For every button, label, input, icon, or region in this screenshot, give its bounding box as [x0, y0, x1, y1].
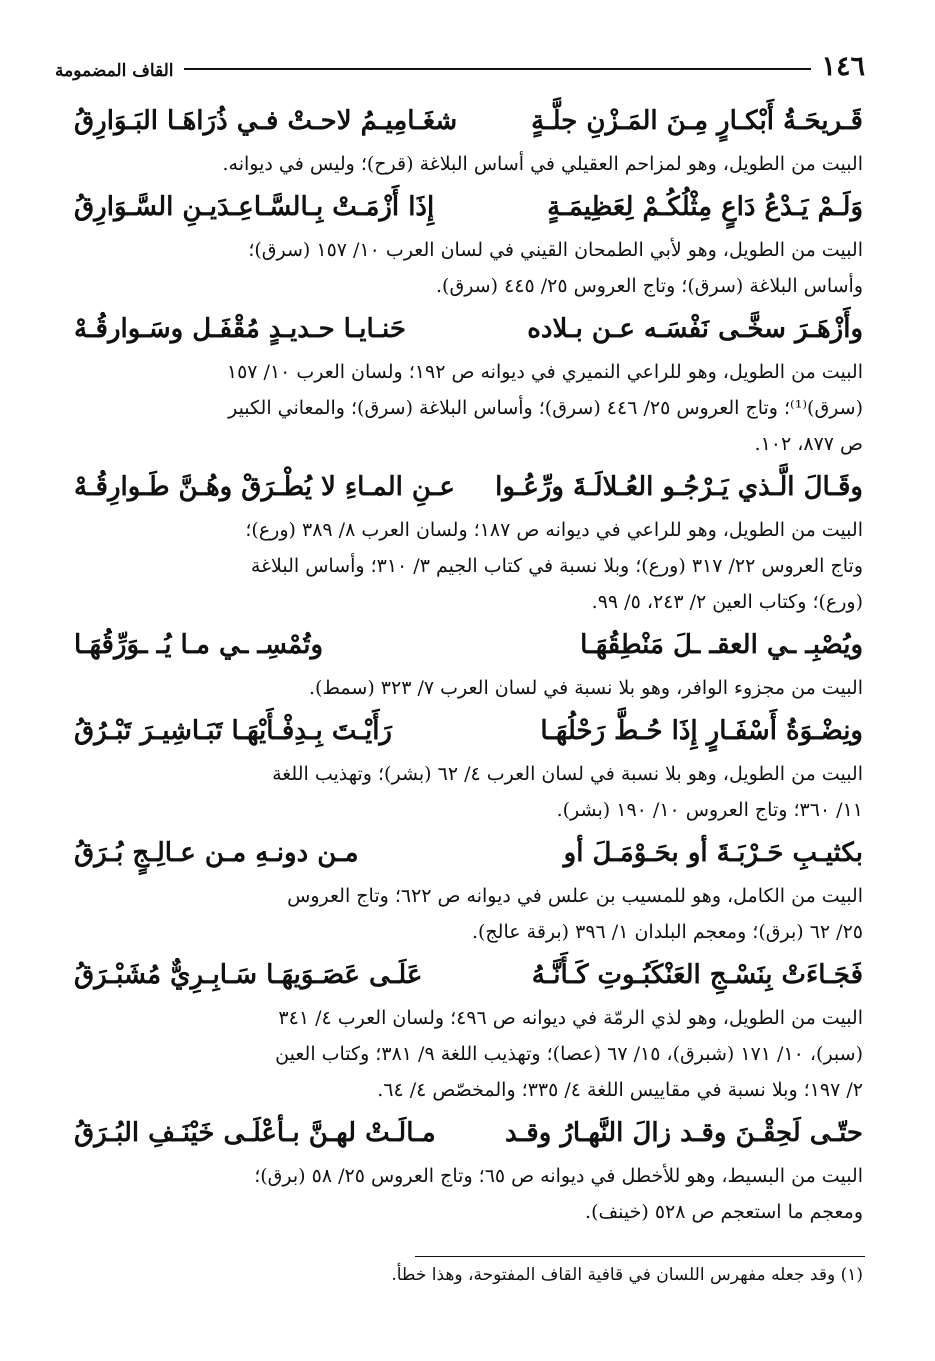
footnote-separator — [415, 1256, 865, 1257]
verse-commentary — [74, 878, 863, 950]
commentary-line: ص ٨٧٧، ١٠٢. — [754, 433, 863, 455]
footnote: (١) وقد جعله مفهرس اللسان في قافية القاف المفتوحة، وهذا خطأ. — [391, 1265, 863, 1285]
verse-first-hemistich: ونِضْـوَةُ أَسْفَـارٍ إِذَا حُـطَّ رَحْلُهَـا — [540, 716, 863, 746]
verse-second-hemistich: رَأَيْـتَ بِـدِفْـأَيْهَـا تَبَـاشِيـرَ تَبْـرُقُ — [74, 716, 392, 746]
commentary-line: ٢/ ١٩٧؛ وبلا نسبة في مقاييس اللغة ٤/ ٣٣٥؛ والمخصّص ٤/ ٦٤. — [377, 1079, 863, 1101]
poetry-entry — [74, 1108, 863, 1230]
commentary-line: البيت من الطويل، وهو بلا نسبة في لسان العرب ٤/ ٦٢ (بشر)؛ وتهذيب اللغة — [272, 763, 863, 785]
verse-first-hemistich: فَجَـاءَتْ بِنَسْـجِ العَنْكَبُـوتِ كَـأَنَّـهُ — [531, 960, 863, 990]
verse-first-hemistich: قَـريحَـةُ أَبْكـارٍ مِـنَ المَـزْنِ جلَّـةٍ — [531, 106, 863, 136]
verse-line — [74, 828, 863, 878]
verse-commentary — [74, 756, 863, 828]
commentary-line: البيت من الطويل، وهو للراعي في ديوانه ص ١٨٧؛ ولسان العرب ٨/ ٣٨٩ (ورع)؛ — [245, 519, 863, 541]
verse-line — [74, 950, 863, 1000]
verse-commentary — [74, 232, 863, 304]
verse-line — [74, 706, 863, 756]
poetry-entry — [74, 304, 863, 462]
verse-commentary — [74, 670, 863, 706]
verse-line — [74, 462, 863, 512]
commentary-line: وتاج العروس ٢٢/ ٣١٧ (ورع)؛ وبلا نسبة في كتاب الجيم ٣/ ٣١٠؛ وأساس البلاغة — [250, 555, 863, 577]
commentary-line: (سبر)، ١٠/ ١٧١ (شبرق)، ١٥/ ٦٧ (عصا)؛ وتهذيب اللغة ٩/ ٣٨١؛ وكتاب العين — [275, 1043, 863, 1065]
commentary-line: البيت من الطويل، وهو لأبي الطمحان القيني في لسان العرب ١٠/ ١٥٧ (سرق)؛ — [248, 239, 863, 261]
page-body — [74, 96, 863, 1230]
verse-second-hemistich: حَنـايـا حـديـدٍ مُقْفَـل وسَـوارقُـهْ — [74, 314, 406, 344]
commentary-line: البيت من الكامل، وهو للمسيب بن علس في ديوانه ص ٦٢٢؛ وتاج العروس — [287, 885, 863, 907]
verse-commentary — [74, 354, 863, 462]
commentary-line: (سرق)⁽¹⁾؛ وتاج العروس ٢٥/ ٤٤٦ (سرق)؛ وأساس البلاغة (سرق)؛ والمعاني الكبير — [228, 397, 863, 419]
commentary-line: البيت من مجزوء الوافر، وهو بلا نسبة في لسان العرب ٧/ ٣٢٣ (سمط). — [308, 677, 863, 699]
verse-second-hemistich: عـنِ المـاءِ لا يُطْـرَقْ وهُـنَّ طَـوارِقُـهْ — [74, 472, 455, 502]
verse-line — [74, 1108, 863, 1158]
commentary-line: البيت من الطويل، وهو للراعي النميري في ديوانه ص ١٩٢؛ ولسان العرب ١٠/ ١٥٧ — [226, 361, 863, 383]
header-rule — [184, 68, 812, 70]
poetry-entry — [74, 620, 863, 706]
commentary-line: البيت من الطويل، وهو لذي الرمّة في ديوانه ص ٤٩٦؛ ولسان العرب ٤/ ٣٤١ — [278, 1007, 863, 1029]
verse-commentary — [74, 1158, 863, 1230]
poetry-entry — [74, 96, 863, 182]
verse-second-hemistich: وتُمْسِـ ـي مـا يُـ ـوَرِّقُهَـا — [74, 630, 324, 660]
page-number: ١٤٦ — [821, 51, 865, 82]
commentary-line: البيت من البسيط، وهو للأخطل في ديوانه ص ٦٥؛ وتاج العروس ٢٥/ ٥٨ (برق)؛ — [254, 1165, 863, 1187]
verse-commentary — [74, 146, 863, 182]
verse-second-hemistich: عَلَـى عَصَـوَيهَـا سَـابِـرِيٌّ مُشَبْـرَقُ — [74, 960, 423, 990]
verse-first-hemistich: بكثيـبِ حَـرْبَـةَ أو بحَـوْمَـلَ أو — [563, 838, 863, 868]
verse-line — [74, 304, 863, 354]
verse-second-hemistich: إِذَا أَزْمَـتْ بِـالسَّـاعِـدَيـنِ السَّـوَارِقُ — [74, 192, 435, 222]
commentary-line: ١١/ ٣٦٠؛ وتاج العروس ١٠/ ١٩٠ (بشر). — [556, 799, 863, 821]
verse-second-hemistich: مـالَـتْ لهـنَّ بـأعْلَـى خَيْنَـفِ البُـرَقُ — [74, 1118, 436, 1148]
verse-line — [74, 620, 863, 670]
verse-first-hemistich: حتّـى لَحِقْـنَ وقـد زالَ النَّهـارُ وقـد — [505, 1118, 863, 1148]
poetry-entry — [74, 462, 863, 620]
verse-line — [74, 96, 863, 146]
verse-first-hemistich: وقَـالَ الَّـذي يَـرْجُـو العُـلالَـةَ ورِّعُـوا — [495, 472, 863, 502]
verse-commentary — [74, 512, 863, 620]
poetry-entry — [74, 828, 863, 950]
commentary-line: ٢٥/ ٦٢ (برق)؛ ومعجم البلدان ١/ ٣٩٦ (برقة عالج). — [471, 921, 863, 943]
commentary-line: وأساس البلاغة (سرق)؛ وتاج العروس ٢٥/ ٤٤٥ (سرق). — [436, 275, 863, 297]
verse-second-hemistich: شغَـامِيـمُ لاحـتْ فـي ذُرَاهَـا البَـوَارِقُ — [74, 106, 458, 136]
poetry-entry — [74, 950, 863, 1108]
verse-first-hemistich: وأَزْهَـرَ سخَّـى نَفْسَـه عـن بـلاده — [527, 314, 863, 344]
verse-line — [74, 182, 863, 232]
running-title: القاف المضمومة — [55, 61, 174, 81]
verse-second-hemistich: مـن دونـهِ مـن عـالِـجٍ بُـرَقُ — [74, 838, 359, 868]
commentary-line: (ورع)؛ وكتاب العين ٢/ ٢٤٣، ٥/ ٩٩. — [591, 591, 863, 613]
verse-first-hemistich: وَلَـمْ يَـدْعُ دَاعٍ مِثْلُكُـمْ لِعَظِيمَـةٍ — [547, 192, 863, 222]
poetry-entry — [74, 706, 863, 828]
commentary-line: ومعجم ما استعجم ص ٥٢٨ (خينف). — [585, 1201, 863, 1223]
page-header — [55, 50, 865, 80]
verse-first-hemistich: ويُصْبِـ ـي العقـ ـلَ مَنْطِقُهَـا — [580, 630, 863, 660]
poetry-entry — [74, 182, 863, 304]
verse-commentary — [74, 1000, 863, 1108]
commentary-line: البيت من الطويل، وهو لمزاحم العقيلي في أساس البلاغة (قرح)؛ وليس في ديوانه. — [222, 153, 863, 175]
